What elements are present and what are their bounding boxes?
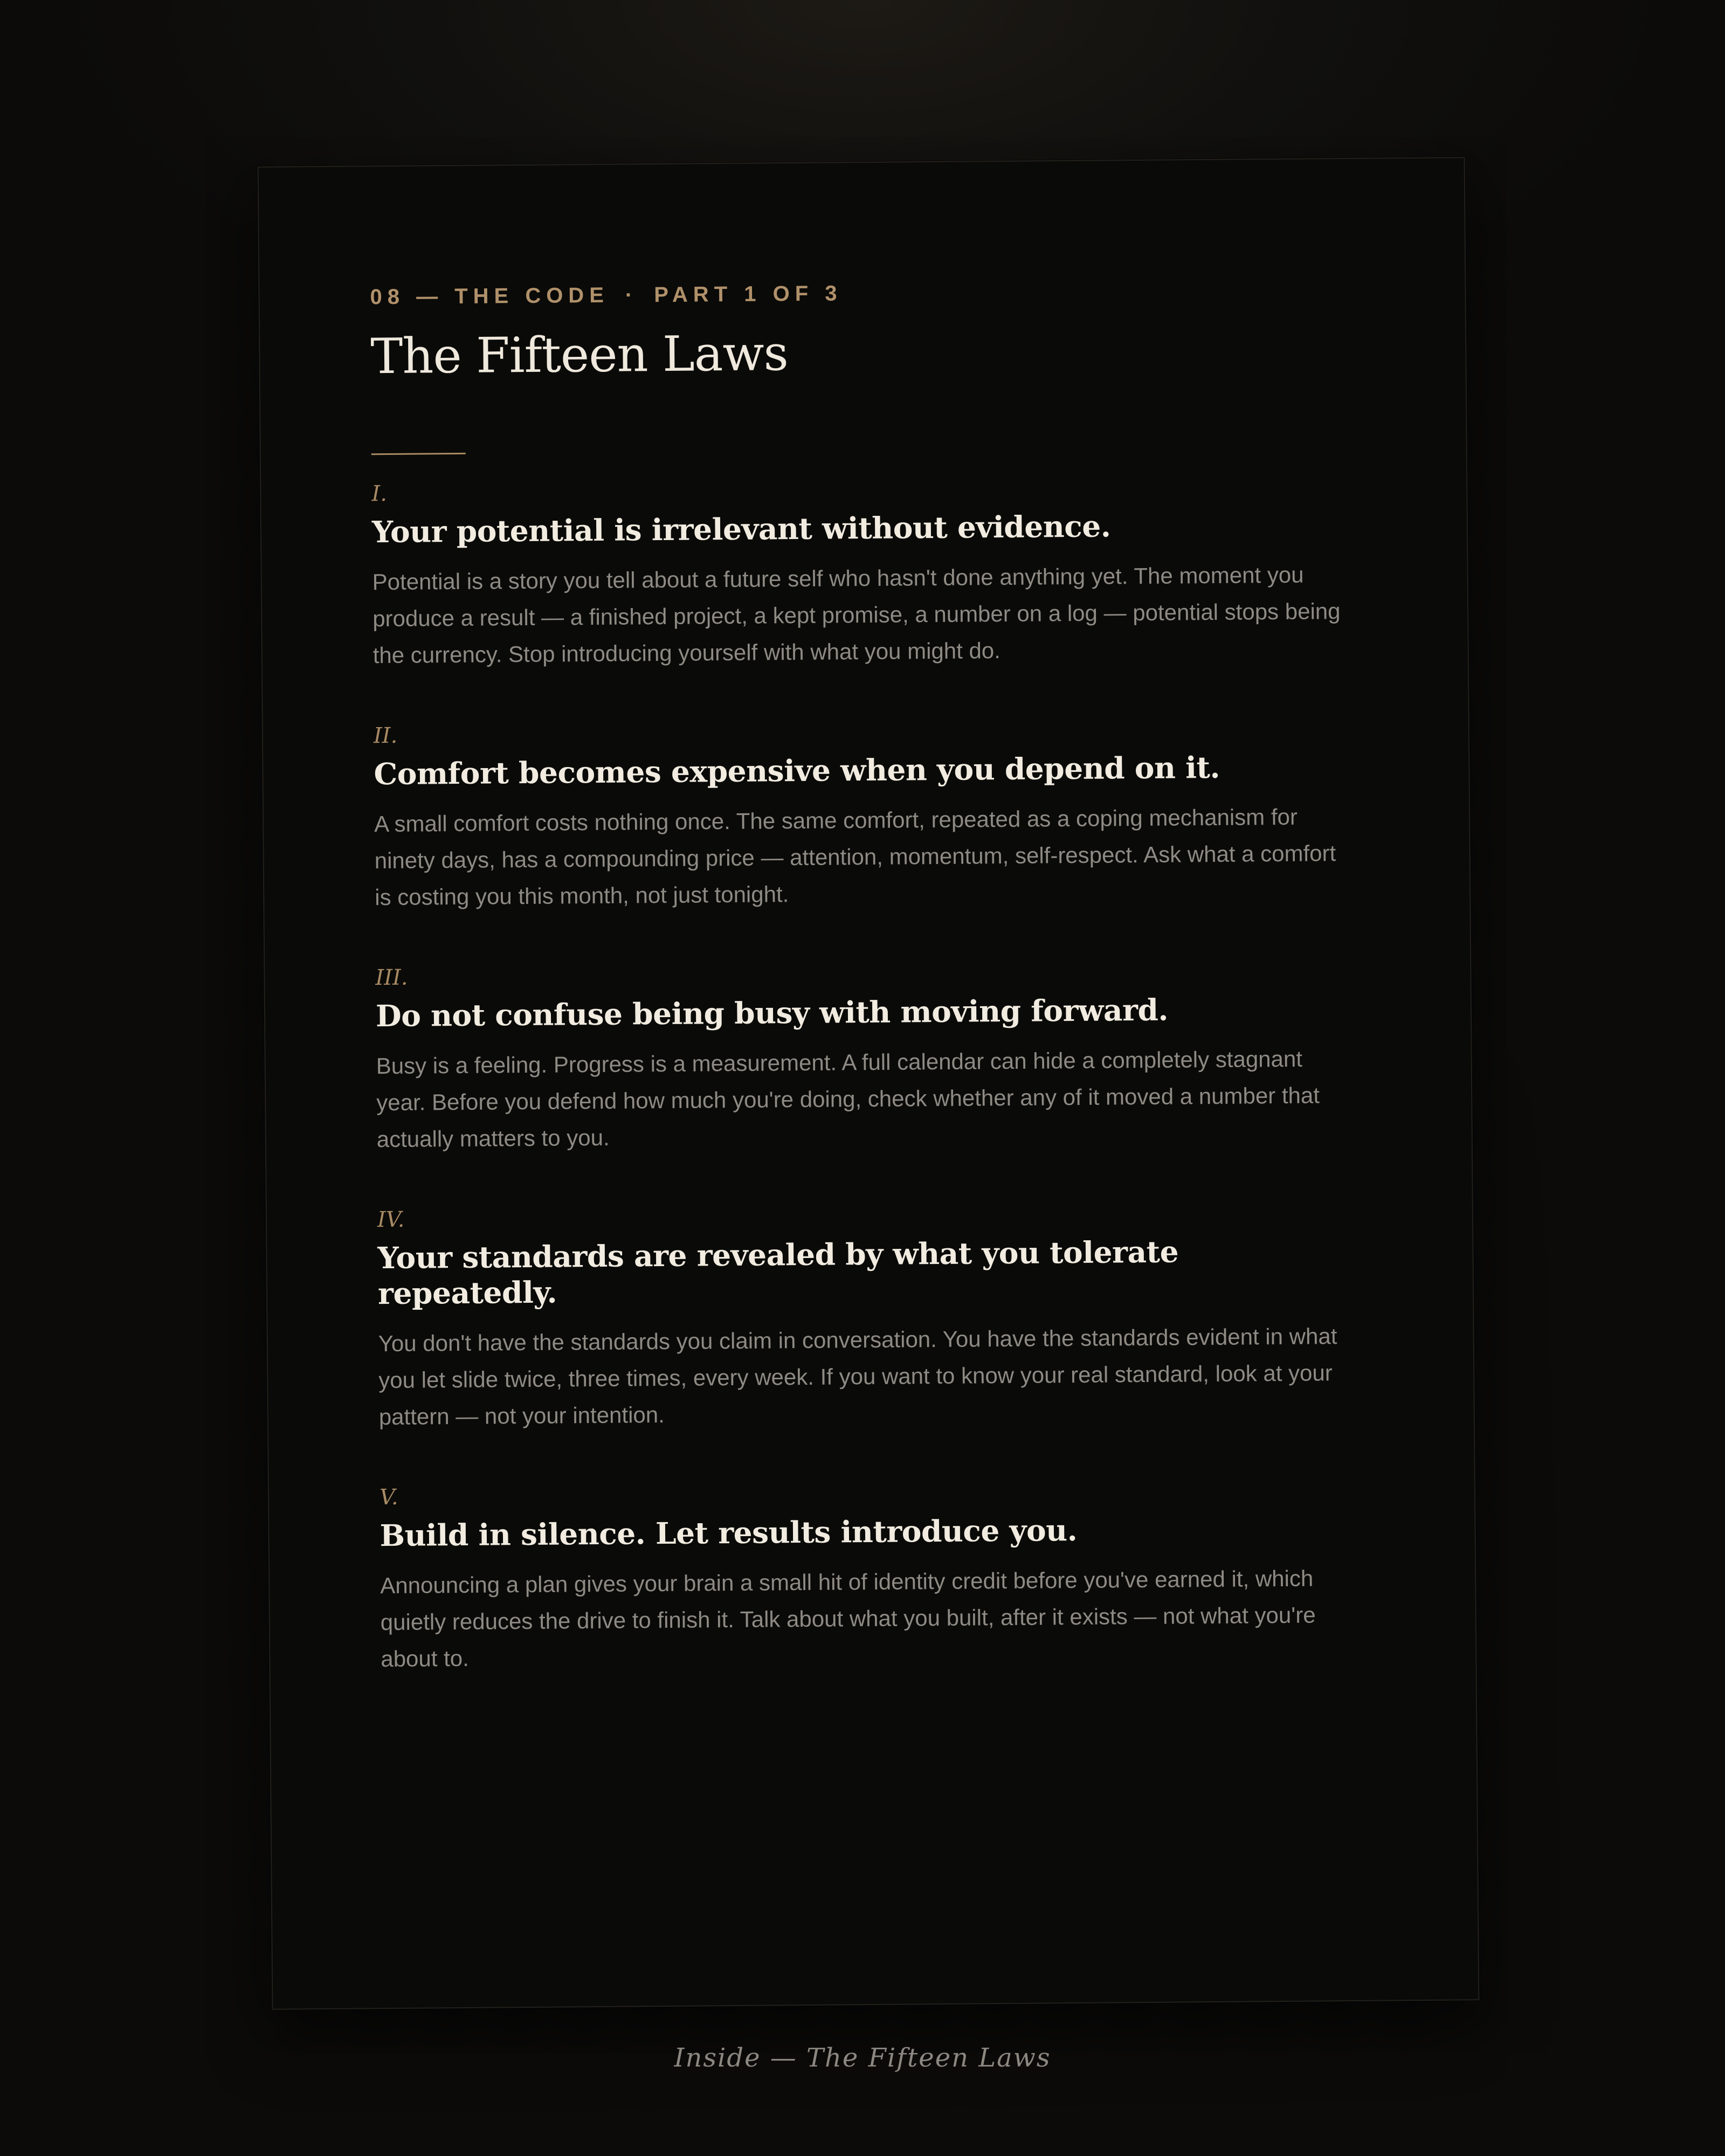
law-numeral: V.	[379, 1484, 398, 1510]
law-body: Potential is a story you tell about a future self who hasn't done anything yet. The moment you produce a result — a finished project, a kept promise, a number on a log — potential stops being the currency. Stop introducing yourself with what you might do.	[372, 562, 1341, 668]
law-heading: Do not confuse being busy with moving forward.	[375, 992, 1169, 1034]
law-item	[375, 959, 1364, 1158]
page-caption: Inside — The Fifteen Laws	[674, 2043, 1051, 2073]
law-numeral: I.	[371, 481, 388, 507]
eyebrow	[370, 278, 1357, 309]
title-divider	[371, 453, 466, 455]
law-item	[377, 1201, 1366, 1435]
law-item	[380, 1479, 1368, 1677]
separator-dot: ·	[625, 283, 638, 307]
law-item	[374, 717, 1362, 916]
law-heading: Comfort becomes expensive when you depend on it.	[374, 749, 1220, 792]
law-body: Busy is a feeling. Progress is a measurement. A full calendar can hide a completely stagnant year. Before you defend how much you're doing, check whether any of it moved a number that actually matters to you.	[376, 1046, 1320, 1152]
law-body: You don't have the standards you claim in conversation. You have the standards evident in what you let slide twice, three times, every week. If you want to know your real standard, look at your pattern — not your intention.	[378, 1323, 1337, 1430]
law-item	[371, 475, 1360, 674]
law-numeral: II.	[373, 723, 398, 749]
law-heading: Build in silence. Let results introduce you.	[380, 1512, 1078, 1553]
law-body: A small comfort costs nothing once. The same comfort, repeated as a coping mechanism for ninety days, has a compounding price — attention, momentum, self-respect. Ask what a comfort is costing you this month, not just tonight.	[374, 804, 1336, 910]
page-title: The Fifteen Laws	[370, 325, 789, 385]
document-page	[258, 157, 1480, 2009]
law-body: Announcing a plan gives your brain a small hit of identity credit before you've earned it, which quietly reduces the drive to finish it. Talk about what you built, after it exists — not what you're about to.	[380, 1565, 1316, 1672]
law-numeral: III.	[375, 965, 408, 991]
law-heading: Your standards are revealed by what you tolerate repeatedly.	[377, 1234, 1179, 1311]
laws-list	[371, 475, 1368, 1677]
section-label: 08 — THE CODE	[370, 283, 610, 309]
law-heading: Your potential is irrelevant without evidence.	[371, 508, 1111, 550]
part-label: PART 1 OF 3	[654, 281, 843, 307]
law-numeral: IV.	[377, 1207, 405, 1233]
